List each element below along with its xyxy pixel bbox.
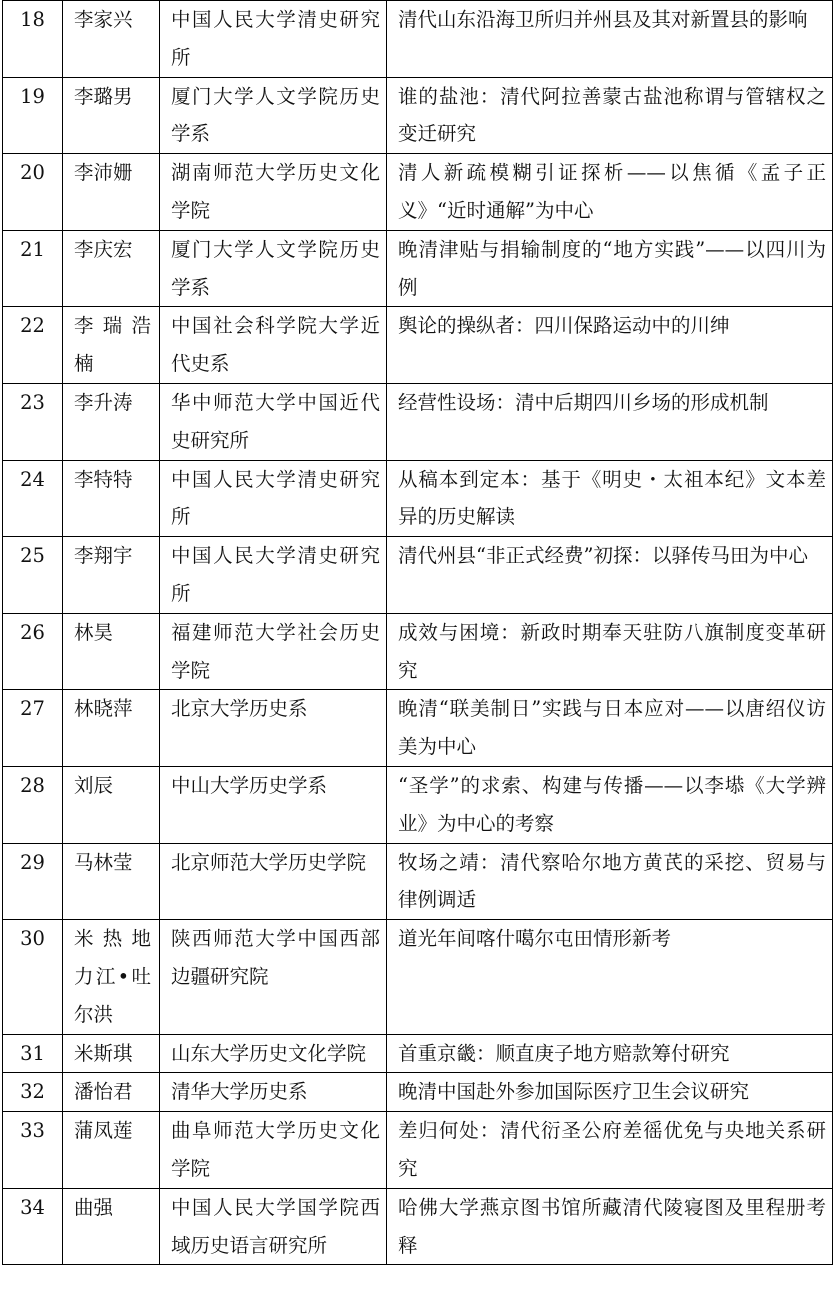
table-row	[3, 690, 833, 767]
participant-name: 李翔宇	[63, 537, 160, 614]
table-row	[3, 307, 833, 384]
table-row	[3, 230, 833, 307]
participant-institution: 清华大学历史系	[160, 1073, 387, 1112]
table-row	[3, 766, 833, 843]
participant-institution: 北京师范大学历史学院	[160, 843, 387, 920]
row-number: 28	[3, 766, 63, 843]
participant-table-body	[3, 1, 833, 1265]
table-row	[3, 460, 833, 537]
table-row	[3, 537, 833, 614]
paper-title: 晚清中国赴外参加国际医疗卫生会议研究	[387, 1073, 833, 1112]
paper-title: 舆论的操纵者：四川保路运动中的川绅	[387, 307, 833, 384]
row-number: 23	[3, 383, 63, 460]
row-number: 29	[3, 843, 63, 920]
participant-institution: 中国人民大学清史研究所	[160, 537, 387, 614]
row-number: 19	[3, 77, 63, 154]
participant-name: 李沛姗	[63, 154, 160, 231]
participant-institution: 厦门大学人文学院历史学系	[160, 230, 387, 307]
paper-title: 成效与困境：新政时期奉天驻防八旗制度变革研究	[387, 613, 833, 690]
row-number: 31	[3, 1034, 63, 1073]
paper-title: 经营性设场：清中后期四川乡场的形成机制	[387, 383, 833, 460]
row-number: 22	[3, 307, 63, 384]
participant-institution: 陕西师范大学中国西部边疆研究院	[160, 920, 387, 1034]
participant-name: 李家兴	[63, 1, 160, 78]
participant-institution: 中国人民大学清史研究所	[160, 1, 387, 78]
participant-institution: 山东大学历史文化学院	[160, 1034, 387, 1073]
paper-title: 道光年间喀什噶尔屯田情形新考	[387, 920, 833, 1034]
participant-institution: 福建师范大学社会历史学院	[160, 613, 387, 690]
table-row	[3, 383, 833, 460]
participant-name: 米热地力江•吐尔洪	[63, 920, 160, 1034]
participant-name: 李升涛	[63, 383, 160, 460]
paper-title: 首重京畿：顺直庚子地方赔款筹付研究	[387, 1034, 833, 1073]
participant-institution: 曲阜师范大学历史文化学院	[160, 1112, 387, 1189]
row-number: 30	[3, 920, 63, 1034]
participant-name: 马林莹	[63, 843, 160, 920]
participant-name: 李璐男	[63, 77, 160, 154]
paper-title: 哈佛大学燕京图书馆所藏清代陵寝图及里程册考释	[387, 1188, 833, 1265]
table-row	[3, 1073, 833, 1112]
paper-title: 晚清“联美制日”实践与日本应对——以唐绍仪访美为中心	[387, 690, 833, 767]
row-number: 20	[3, 154, 63, 231]
participant-institution: 中国人民大学国学院西域历史语言研究所	[160, 1188, 387, 1265]
table-row	[3, 843, 833, 920]
row-number: 21	[3, 230, 63, 307]
paper-title: 晚清津贴与捐输制度的“地方实践”——以四川为例	[387, 230, 833, 307]
row-number: 34	[3, 1188, 63, 1265]
participant-name: 蒲凤莲	[63, 1112, 160, 1189]
participant-name: 林昊	[63, 613, 160, 690]
table-row	[3, 1034, 833, 1073]
row-number: 18	[3, 1, 63, 78]
participant-institution: 中国社会科学院大学近代史系	[160, 307, 387, 384]
row-number: 24	[3, 460, 63, 537]
participant-name: 潘怡君	[63, 1073, 160, 1112]
participant-name: 刘辰	[63, 766, 160, 843]
table-row	[3, 1188, 833, 1265]
table-row	[3, 77, 833, 154]
row-number: 27	[3, 690, 63, 767]
participant-institution: 厦门大学人文学院历史学系	[160, 77, 387, 154]
participant-name: 曲强	[63, 1188, 160, 1265]
participant-table	[2, 0, 833, 1265]
table-row	[3, 154, 833, 231]
paper-title: 清代山东沿海卫所归并州县及其对新置县的影响	[387, 1, 833, 78]
participant-name: 米斯琪	[63, 1034, 160, 1073]
row-number: 26	[3, 613, 63, 690]
row-number: 32	[3, 1073, 63, 1112]
participant-institution: 中山大学历史学系	[160, 766, 387, 843]
participant-institution: 华中师范大学中国近代史研究所	[160, 383, 387, 460]
participant-institution: 北京大学历史系	[160, 690, 387, 767]
participant-institution: 中国人民大学清史研究所	[160, 460, 387, 537]
paper-title: 谁的盐池：清代阿拉善蒙古盐池称谓与管辖权之变迁研究	[387, 77, 833, 154]
participant-institution: 湖南师范大学历史文化学院	[160, 154, 387, 231]
table-row	[3, 920, 833, 1034]
paper-title: 差归何处：清代衍圣公府差徭优免与央地关系研究	[387, 1112, 833, 1189]
paper-title: 从稿本到定本：基于《明史・太祖本纪》文本差异的历史解读	[387, 460, 833, 537]
participant-name: 林晓萍	[63, 690, 160, 767]
paper-title: 牧场之靖：清代察哈尔地方黄芪的采挖、贸易与律例调适	[387, 843, 833, 920]
table-row	[3, 613, 833, 690]
participant-name: 李瑞浩楠	[63, 307, 160, 384]
paper-title: 清人新疏模糊引证探析——以焦循《孟子正义》“近时通解”为中心	[387, 154, 833, 231]
paper-title: 清代州县“非正式经费”初探：以驿传马田为中心	[387, 537, 833, 614]
row-number: 33	[3, 1112, 63, 1189]
participant-name: 李庆宏	[63, 230, 160, 307]
paper-title: “圣学”的求索、构建与传播——以李塨《大学辨业》为中心的考察	[387, 766, 833, 843]
table-row	[3, 1, 833, 78]
row-number: 25	[3, 537, 63, 614]
table-row	[3, 1112, 833, 1189]
participant-name: 李特特	[63, 460, 160, 537]
